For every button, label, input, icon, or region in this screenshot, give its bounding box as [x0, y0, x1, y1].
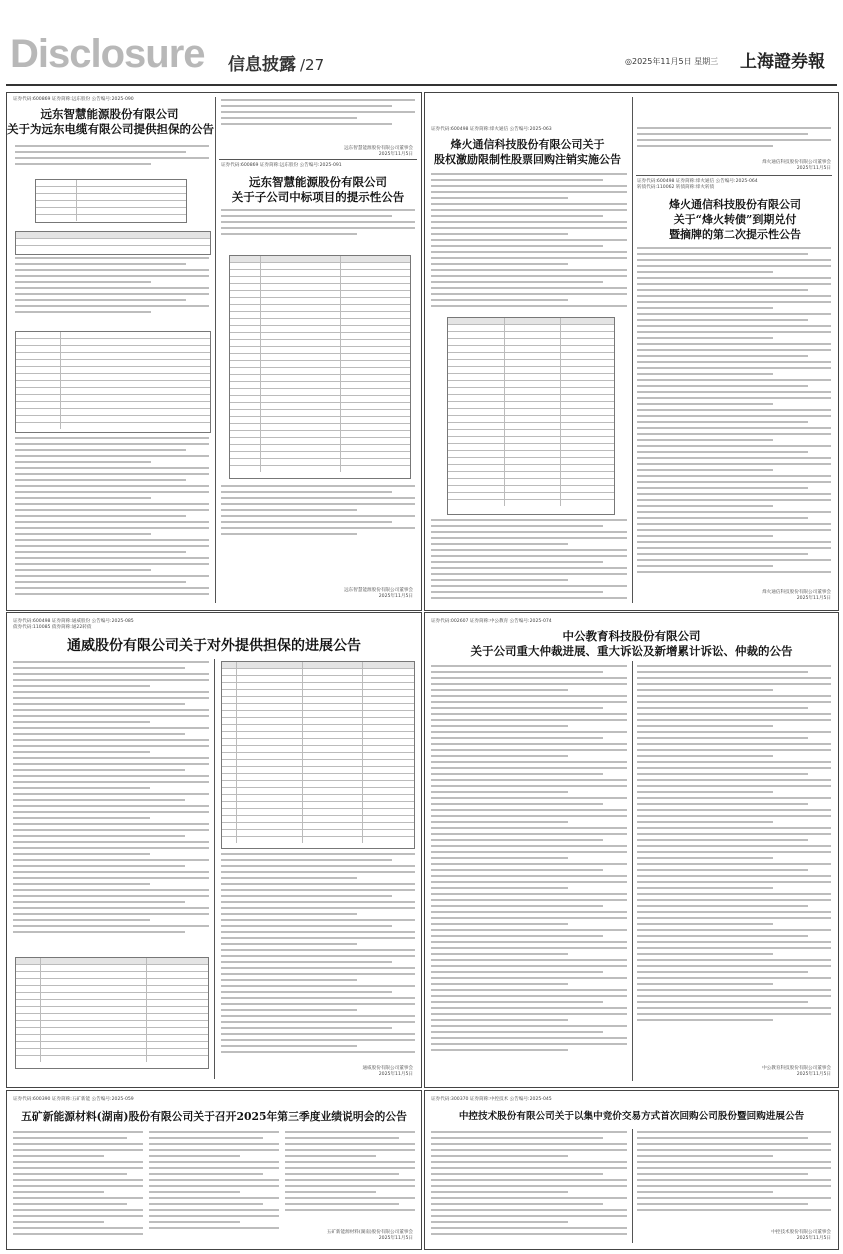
- a3-body-text: [431, 173, 627, 313]
- a3-signature: 烽火通信科技股份有限公司董事会 2025年11月5日: [762, 160, 831, 171]
- a1-signature: 远东智慧能源股份有限公司董事会 2025年11月5日: [344, 146, 413, 157]
- panel-middle-right: [424, 612, 839, 1088]
- section-title: [228, 50, 324, 75]
- column-divider: [214, 659, 215, 1079]
- a1-guarantee-table: [15, 231, 211, 255]
- column-divider: [632, 1129, 633, 1243]
- a4-body-text: [637, 247, 831, 587]
- a6-title-line: 关于公司重大仲裁进展、重大诉讼及新增累计诉讼、仲裁的公告: [470, 644, 793, 658]
- a5-codes: 证券代码:600498 证券简称:通威股份 公告编号:2025-085 债券代码:110085 债券简称:通22转债: [13, 619, 134, 630]
- a5-signature: 通威股份有限公司董事会 2025年11月5日: [362, 1066, 413, 1077]
- a4-title: [632, 197, 838, 242]
- panel-bottom-right: [424, 1090, 839, 1250]
- a5-body-text: [13, 661, 209, 951]
- a1-body-text: [15, 145, 209, 175]
- a2-signature: 远东智慧能源股份有限公司董事会 2025年11月5日: [344, 588, 413, 599]
- a2-body-text: [221, 209, 415, 249]
- section-name: 信息披露: [228, 55, 296, 75]
- a5-title: [7, 637, 421, 655]
- a4-title-line: 关于“烽火转债”到期兑付: [673, 213, 797, 226]
- a3-body-text: [431, 519, 627, 605]
- a1-summary-table: [35, 179, 187, 223]
- a7-body-text: [149, 1131, 279, 1243]
- article-divider: [219, 159, 417, 160]
- a4-title-line: 暨摘牌的第二次提示性公告: [669, 228, 801, 241]
- a6-body-text: [637, 665, 831, 1061]
- a6-title: [425, 629, 838, 659]
- a3-title-line: 烽火通信科技股份有限公司关于: [450, 138, 605, 151]
- a1-title-line: 远东智慧能源股份有限公司: [40, 107, 179, 121]
- a8-codes: 证券代码:300370 证券简称:中控技术 公告编号:2025-045: [431, 1097, 552, 1102]
- a1-title: [7, 107, 212, 137]
- page-header: [0, 0, 843, 84]
- a2-title: [215, 175, 421, 205]
- a5-title-line: 通威股份有限公司关于对外提供担保的进展公告: [67, 638, 361, 654]
- page-number: /27: [300, 56, 325, 74]
- a7-body-text: [13, 1131, 143, 1243]
- a2-body-text: [221, 485, 415, 585]
- a7-title-line: 五矿新能源材料(湖南)股份有限公司关于召开2025年第三季度业绩说明会的公告: [21, 1110, 407, 1123]
- article-divider: [636, 175, 832, 176]
- a5-body-text: [221, 853, 415, 1063]
- a7-signature: 五矿新能源材料(湖南)股份有限公司董事会 2025年11月5日: [326, 1230, 413, 1241]
- a3-title: [425, 137, 630, 167]
- a4-codes: 证券代码:600498 证券简称:烽火通信 公告编号:2025-064 转债代码:110062 转债简称:烽火转债: [637, 179, 758, 190]
- a8-signature: 中控技术股份有限公司董事会 2025年11月5日: [771, 1230, 831, 1241]
- a1-body-continued: [221, 99, 415, 139]
- a2-codes: 证券代码:600869 证券简称:远东股份 公告编号:2025-091: [221, 163, 342, 168]
- a4-signature: 烽火通信科技股份有限公司董事会 2025年11月5日: [762, 590, 831, 601]
- a1-title-line: 关于为远东电缆有限公司提供担保的公告: [7, 122, 214, 136]
- column-divider: [632, 97, 633, 603]
- a8-title-line: 中控技术股份有限公司关于以集中竞价交易方式首次回购公司股份暨回购进展公告: [458, 1111, 805, 1122]
- a1-company-info-table: [15, 331, 211, 433]
- a8-body-text: [431, 1131, 627, 1243]
- panel-middle-left: [6, 612, 422, 1088]
- a1-codes: 证券代码:600869 证券简称:远东股份 公告编号:2025-090: [13, 97, 134, 102]
- column-divider: [632, 661, 633, 1081]
- a6-body-text: [431, 665, 627, 1077]
- header-rule: [6, 84, 837, 86]
- a2-title-line: 关于子公司中标项目的提示性公告: [231, 190, 405, 204]
- a8-body-text: [637, 1131, 831, 1221]
- a7-codes: 证券代码:600390 证券简称:五矿新能 公告编号:2025-059: [13, 1097, 134, 1102]
- a2-title-line: 远东智慧能源股份有限公司: [249, 175, 387, 189]
- a3-codes: 证券代码:600498 证券简称:烽火通信 公告编号:2025-063: [431, 127, 552, 132]
- a3-repurchase-table: [447, 317, 615, 515]
- disclosure-logo: Disclosure: [10, 32, 205, 76]
- a3-title-line: 股权激励限制性股票回购注销实施公告: [434, 153, 621, 166]
- panel-top-left: [6, 92, 422, 611]
- a8-title: [425, 1109, 838, 1124]
- panel-top-right: [424, 92, 839, 611]
- panel-bottom-left: [6, 1090, 422, 1250]
- a2-bid-table: [229, 255, 411, 479]
- a1-body-text: [15, 257, 209, 327]
- a6-signature: 中公教育科技股份有限公司董事会 2025年11月5日: [762, 1066, 831, 1077]
- a1-body-text: [15, 437, 209, 603]
- column-divider: [215, 97, 216, 603]
- a6-codes: 证券代码:002607 证券简称:中公教育 公告编号:2025-074: [431, 619, 552, 624]
- a5-guarantee-table: [15, 957, 209, 1069]
- a4-title-line: 烽火通信科技股份有限公司: [669, 198, 801, 211]
- a5-detail-table: [221, 661, 415, 849]
- newspaper-name: 上海證券報: [740, 52, 825, 72]
- issue-date: ◎2025年11月5日 星期三: [625, 57, 719, 66]
- a6-title-line: 中公教育科技股份有限公司: [562, 629, 701, 643]
- a7-title: [7, 1109, 421, 1124]
- a7-body-text: [285, 1131, 415, 1221]
